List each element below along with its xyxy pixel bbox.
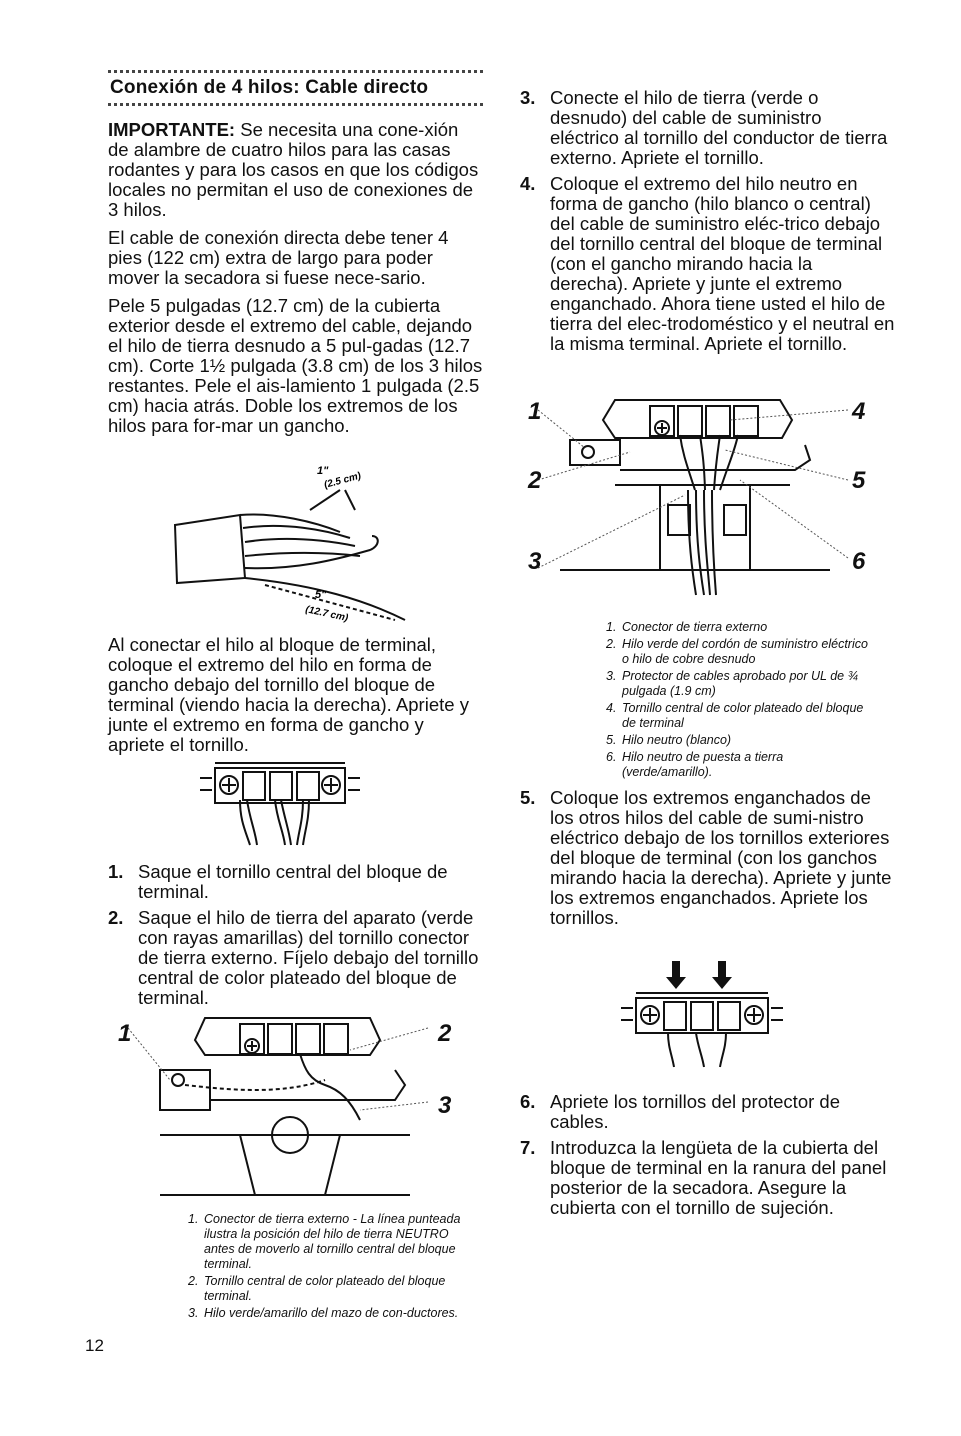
paragraph-important-text: Se necesita una cone-xión de alambre de cuatro hilos para las casas rodantes y para los casos en que los códigos locales no permitan el uso de conexiones de 3 hilos.: [108, 119, 479, 220]
left-column: [108, 70, 483, 444]
terminal-block-diagram-1: [195, 760, 365, 850]
step-text: Coloque el extremo del hilo neutro en forma de gancho (hilo blanco o central) del cable de suministro eléc-trico debajo del tornillo central del bloque de terminal (con el gancho mirando hacia la derecha). Apriete y junte el extremo enganchado. Ahora tiene usted el hilo de tierra del elec-trodoméstico y el neutral en la misma terminal. Apriete el tornillo.: [550, 173, 895, 354]
caption-item: [188, 1274, 463, 1304]
paragraph-hook-container: [108, 635, 483, 763]
label-1in: 1": [317, 465, 329, 477]
caption-number: 2.: [606, 637, 617, 651]
caption-number: 3.: [188, 1306, 199, 1320]
step-7: [520, 1138, 895, 1218]
step-number: 2.: [108, 907, 124, 928]
caption-item: [606, 637, 871, 667]
callout-left-3: 3: [438, 1092, 452, 1119]
caption-number: 3.: [606, 669, 617, 683]
step-text: Saque el hilo de tierra del aparato (verde con rayas amarillas) del tornillo conector de tierra externo. Fíjelo debajo del tornillo central de color plateado del bloque de terminal.: [138, 907, 479, 1008]
caption-text: Tornillo central de color plateado del bloque de terminal: [622, 701, 864, 730]
wire-strip-diagram: [165, 460, 465, 635]
step-number: 6.: [520, 1091, 536, 1112]
step-number: 4.: [520, 173, 536, 194]
paragraph-cable-length: El cable de conexión directa debe tener 4 pies (122 cm) extra de largo para poder mover la secadora si fuese nece-sario.: [108, 227, 449, 288]
caption-text: Hilo verde del cordón de suministro eléctrico o hilo de cobre desnudo: [622, 637, 868, 666]
callout-right-3: 3: [528, 548, 542, 575]
step-3: [520, 88, 895, 168]
label-1in-cm: (2.5 cm): [322, 470, 363, 491]
caption-item: [606, 669, 871, 699]
steps-right-b-5: [520, 788, 895, 934]
caption-text: Tornillo central de color plateado del bloque terminal.: [204, 1274, 446, 1303]
step-2: [108, 908, 483, 1008]
steps-right-b-67: [520, 1092, 895, 1224]
paragraph-strip-wires: Pele 5 pulgadas (12.7 cm) de la cubierta exterior desde el extremo del cable, dejando el hilo de tierra desnudo a 5 pul-gadas (12.7 cm). Corte 1½ pulgada (3.8 cm) de los 3 hilos restantes. Pele el ais-lamiento 1 pulgada (2.5 cm) hacia atrás. Doble los extremos de los hilos para for-mar un gancho.: [108, 295, 483, 436]
step-6: [520, 1092, 895, 1132]
caption-number: 1.: [188, 1212, 199, 1226]
caption-item: [606, 750, 871, 780]
page-number: 12: [85, 1336, 104, 1355]
step-text: Introduzca la lengüeta de la cubierta del bloque de terminal en la ranura del panel posterior de la secadora. Asegure la cubierta con el tornillo de sujeción.: [550, 1137, 887, 1218]
terminal-block-diagram-2: [618, 955, 788, 1070]
callout-right-5: 5: [852, 467, 866, 494]
caption-text: Hilo neutro de puesta a tierra (verde/amarillo).: [622, 750, 784, 779]
step-text: Apriete los tornillos del protector de cables.: [550, 1091, 840, 1132]
caption-left: [188, 1212, 463, 1323]
caption-text: Hilo neutro (blanco): [622, 733, 732, 747]
steps-right-a: [520, 88, 895, 360]
section-heading: Conexión de 4 hilos: Cable directo: [108, 70, 483, 106]
ground-connection-diagram-right: [520, 390, 880, 605]
step-text: Saque el tornillo central del bloque de terminal.: [138, 861, 448, 902]
ground-connection-diagram-left: [110, 1010, 470, 1200]
step-1: [108, 862, 483, 902]
step-4: [520, 174, 895, 354]
caption-number: 1.: [606, 620, 617, 634]
step-text: Conecte el hilo de tierra (verde o desnudo) del cable de suministro eléctrico al tornillo del conductor de tierra externo. Apriete el tornillo.: [550, 87, 888, 168]
important-label: IMPORTANTE:: [108, 119, 236, 140]
callout-left-2: 2: [438, 1020, 452, 1047]
callout-right-6: 6: [852, 548, 866, 575]
caption-text: Protector de cables aprobado por UL de ¾ pulgada (1.9 cm): [622, 669, 859, 698]
steps-left: [108, 862, 483, 1014]
caption-text: Hilo verde/amarillo del mazo de con-ductores.: [204, 1306, 459, 1320]
callout-left-1: 1: [118, 1020, 132, 1047]
paragraph-important: [108, 120, 483, 220]
caption-item: [606, 701, 871, 731]
caption-number: 5.: [606, 733, 617, 747]
step-number: 7.: [520, 1137, 536, 1158]
callout-right-4: 4: [852, 398, 866, 425]
caption-text: Conector de tierra externo: [622, 620, 768, 634]
step-number: 1.: [108, 861, 124, 882]
step-number: 5.: [520, 787, 536, 808]
label-5in-cm: (12.7 cm): [304, 604, 350, 624]
caption-number: 4.: [606, 701, 617, 715]
caption-item: [188, 1212, 463, 1272]
caption-number: 2.: [188, 1274, 199, 1288]
step-5: [520, 788, 895, 928]
caption-item: [606, 620, 871, 635]
callout-right-2: 2: [528, 467, 542, 494]
caption-item: [188, 1306, 463, 1321]
caption-number: 6.: [606, 750, 617, 764]
step-text: Coloque los extremos enganchados de los otros hilos del cable de sumi-nistro eléctrico debajo de los tornillos exteriores del bloque de terminal (con los ganchos mirando hacia la derecha). Apriete y junte los extremos enganchados. Apriete los tornillos.: [550, 787, 892, 928]
callout-right-1: 1: [528, 398, 542, 425]
caption-item: [606, 733, 871, 748]
step-number: 3.: [520, 87, 536, 108]
caption-right: [606, 620, 871, 782]
label-5in: 5": [315, 589, 327, 601]
caption-text: Conector de tierra externo - La línea punteada ilustra la posición del hilo de tierra NEUTRO antes de moverlo al tornillo central del bloque terminal.: [204, 1212, 461, 1271]
paragraph-hook: Al conectar el hilo al bloque de terminal, coloque el extremo del hilo en forma de gancho debajo del tornillo del bloque de terminal (viendo hacia la derecha). Apriete y junte el extremo en forma de gancho y apriete el tornillo.: [108, 634, 469, 755]
